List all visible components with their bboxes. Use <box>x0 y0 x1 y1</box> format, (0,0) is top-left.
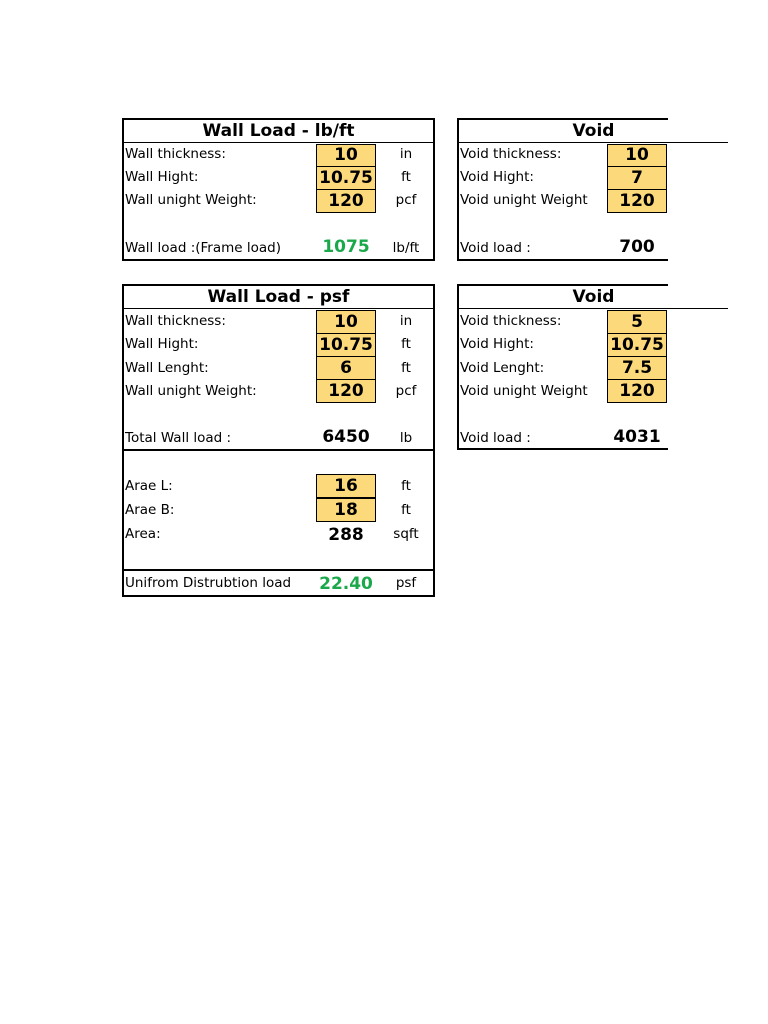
area-breadth-label: Arae B: <box>125 502 175 518</box>
wall-load-psf-title: Wall Load - psf <box>124 286 433 309</box>
psf-void-length-input[interactable]: 7.5 <box>607 356 667 380</box>
wall-load-value: 1075 <box>322 237 370 257</box>
psf-wall-length-label: Wall Lenght: <box>125 360 209 376</box>
void-height-input[interactable]: 7 <box>607 166 667 190</box>
psf-wall-height-label: Wall Hight: <box>125 336 199 352</box>
psf-void-unit-weight-label: Void unight Weight <box>460 383 588 399</box>
area-length-input[interactable]: 16 <box>316 474 376 498</box>
area-breadth-input[interactable]: 18 <box>316 498 376 522</box>
wall-load-lbft-title: Wall Load - lb/ft <box>124 120 433 143</box>
psf-void-length-label: Void Lenght: <box>460 360 545 376</box>
psf-void-height-input[interactable]: 10.75 <box>607 333 667 357</box>
wall-load-psf-table <box>122 284 435 597</box>
psf-void-load-label: Void load : <box>460 430 531 446</box>
wall-height-label: Wall Hight: <box>125 169 199 185</box>
wall-unit-weight-input[interactable]: 120 <box>316 189 376 213</box>
psf-wall-height-unit: ft <box>401 336 411 352</box>
wall-height-input[interactable]: 10.75 <box>316 166 376 190</box>
psf-wall-thickness-input[interactable]: 10 <box>316 310 376 334</box>
wall-unit-weight-label: Wall unight Weight: <box>125 192 257 208</box>
psf-wall-unit-weight-input[interactable]: 120 <box>316 379 376 403</box>
total-wall-load-unit: lb <box>399 430 413 446</box>
area-length-unit: ft <box>401 478 411 494</box>
void-thickness-input[interactable]: 10 <box>607 144 667 167</box>
total-wall-load-value: 6450 <box>322 427 370 447</box>
psf-void-thickness-label: Void thickness: <box>460 313 562 329</box>
void-thickness-label: Void thickness: <box>460 146 562 162</box>
void-unit-weight-input[interactable]: 120 <box>607 189 667 213</box>
void-height-label: Void Hight: <box>460 169 534 185</box>
psf-void-load-value: 4031 <box>613 427 661 447</box>
psf-wall-thickness-label: Wall thickness: <box>125 313 226 329</box>
void-load-value: 700 <box>619 237 655 257</box>
void-load-label: Void load : <box>460 240 531 256</box>
wall-load-unit: lb/ft <box>392 240 420 256</box>
void-lbft-table <box>457 118 668 261</box>
wall-unit-weight-unit: pcf <box>395 192 417 208</box>
wall-load-label: Wall load :(Frame load) <box>125 240 281 256</box>
udl-value: 22.40 <box>319 574 373 594</box>
psf-wall-height-input[interactable]: 10.75 <box>316 333 376 357</box>
udl-label: Unifrom Distrubtion load <box>125 575 292 591</box>
area-value: 288 <box>328 525 364 545</box>
void-lbft-title: Void <box>459 120 728 143</box>
void-unit-weight-label: Void unight Weight <box>460 192 588 208</box>
area-length-label: Arae L: <box>125 478 173 494</box>
udl-unit: psf <box>395 575 417 591</box>
area-breadth-unit: ft <box>401 502 411 518</box>
total-wall-load-label: Total Wall load : <box>125 430 232 446</box>
wall-load-lbft-table <box>122 118 435 261</box>
wall-height-unit: ft <box>401 169 411 185</box>
area-label: Area: <box>125 526 161 542</box>
psf-void-unit-weight-input[interactable]: 120 <box>607 379 667 403</box>
void-psf-table <box>457 284 668 450</box>
psf-void-thickness-input[interactable]: 5 <box>607 310 667 334</box>
section-divider <box>124 449 433 451</box>
psf-wall-length-unit: ft <box>401 360 411 376</box>
psf-void-height-label: Void Hight: <box>460 336 534 352</box>
psf-wall-length-input[interactable]: 6 <box>316 356 376 380</box>
wall-thickness-unit: in <box>399 146 413 162</box>
psf-wall-unit-weight-label: Wall unight Weight: <box>125 383 257 399</box>
psf-wall-unit-weight-unit: pcf <box>395 383 417 399</box>
area-unit: sqft <box>393 526 419 542</box>
wall-thickness-input[interactable]: 10 <box>316 144 376 167</box>
void-psf-title: Void <box>459 286 728 309</box>
section-divider <box>124 569 433 571</box>
psf-wall-thickness-unit: in <box>399 313 413 329</box>
wall-thickness-label: Wall thickness: <box>125 146 226 162</box>
